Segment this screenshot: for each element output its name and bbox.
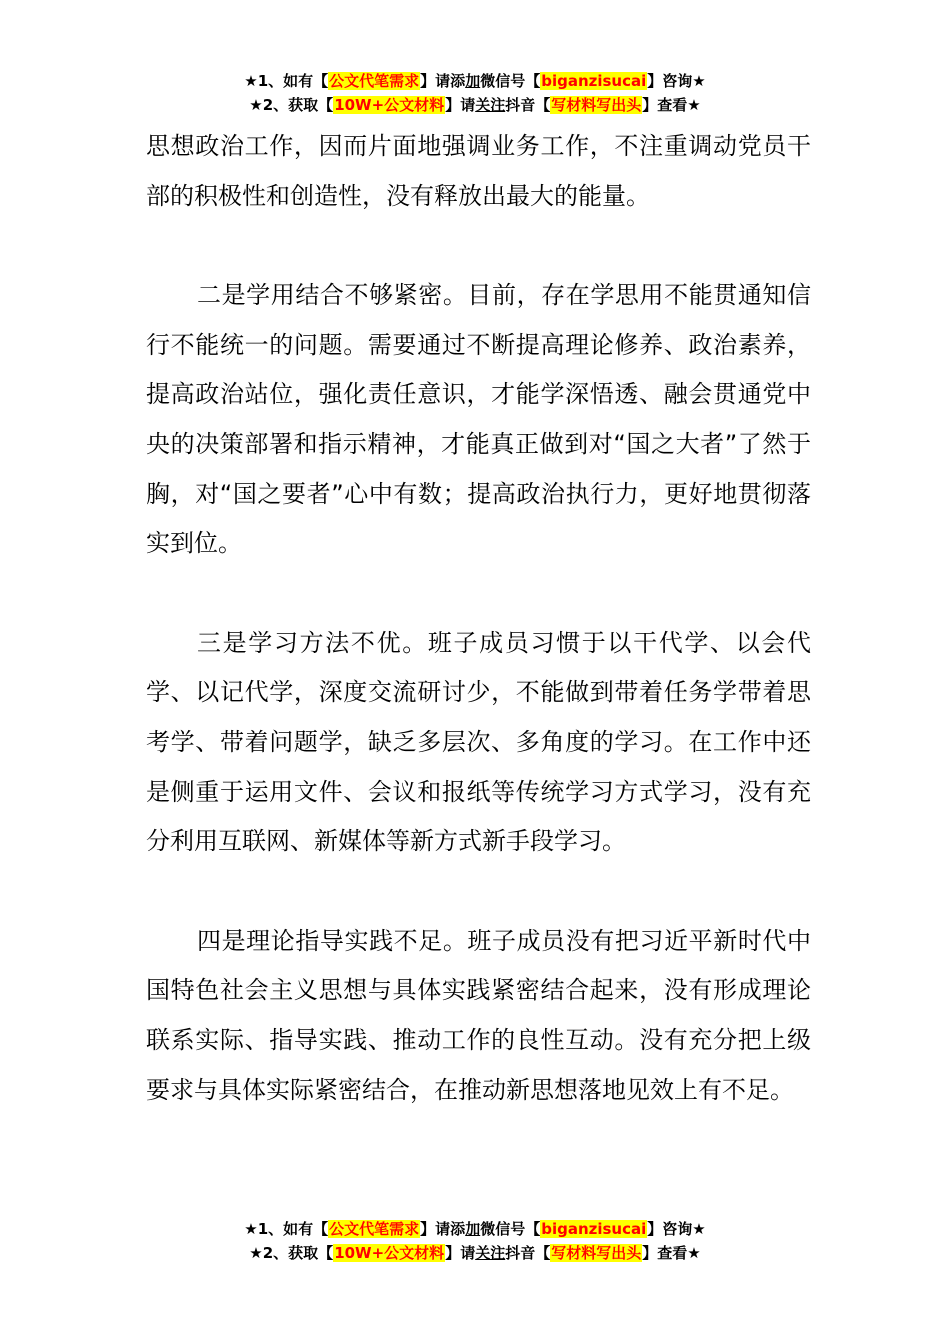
banner-text: 】咨询★ [647,72,706,90]
banner-text: ★1、如有【 [244,1220,329,1238]
banner-highlight: 写材料写出头 [551,1244,642,1262]
banner-text: 抖音【 [505,96,551,114]
paragraph-gap [146,867,811,917]
banner-text: ★2、获取【 [249,1244,334,1262]
paragraph-point-4: 四是理论指导实践不足。班子成员没有把习近平新时代中国特色社会主义思想与具体实践紧密结合起来，没有形成理论联系实际、指导实践、推动工作的良性互动。没有充分把上级要求与具体实际紧密结合，在推动新思想落地见效上有不足。 [146,926,811,1104]
document-body [146,122,811,1115]
paragraph-continuation: 思想政治工作，因而片面地强调业务工作，不注重调动党员干部的积极性和创造性，没有释放出最大的能量。 [146,132,811,210]
banner-text: 微信号【 [480,1220,541,1238]
banner-text: 】咨询★ [647,1220,706,1238]
banner-underlined-text: 关注 [475,96,506,114]
banner-highlight: biganzisucai [541,72,647,90]
banner-text: 】查看★ [642,1244,701,1262]
banner-underlined-text: 加 [465,72,481,90]
banner-text: 】请添 [420,72,466,90]
banner-text: 】请 [445,96,476,114]
banner-text: ★2、获取【 [249,96,334,114]
paragraph-point-2: 二是学用结合不够紧密。目前，存在学思用不能贯通知信行不能统一的问题。需要通过不断提高理论修养、政治素养，提高政治站位，强化责任意识，才能学深悟透、融会贯通党中央的决策部署和指示精神，才能真正做到对“国之大者”了然于胸，对“国之要者”心中有数；提高政治执行力，更好地贯彻落实到位。 [146,281,811,558]
banner-text: 】请添 [420,1220,466,1238]
banner-highlight: 公文代笔需求 [329,72,420,90]
banner-line-1 [0,1218,950,1242]
banner-highlight: 10W+公文材料 [334,96,445,114]
paragraph-gap [146,221,811,271]
banner-text: ★1、如有【 [244,72,329,90]
paragraph-gap [146,569,811,619]
banner-underlined-text: 加 [465,1220,481,1238]
banner-text: 抖音【 [505,1244,551,1262]
banner-text: 】查看★ [642,96,701,114]
banner-text: 】请 [445,1244,476,1262]
banner-line-2 [0,1242,950,1266]
paragraph-point-3: 三是学习方法不优。班子成员习惯于以干代学、以会代学、以记代学，深度交流研讨少，不能做到带着任务学带着思考学、带着问题学，缺乏多层次、多角度的学习。在工作中还是侧重于运用文件、会议和报纸等传统学习方式学习，没有充分利用互联网、新媒体等新方式新手段学习。 [146,628,811,856]
banner-highlight: 写材料写出头 [551,96,642,114]
banner-line-2 [0,94,950,118]
banner-highlight: biganzisucai [541,1220,647,1238]
banner-text: 微信号【 [480,72,541,90]
banner-highlight: 10W+公文材料 [334,1244,445,1262]
banner-highlight: 公文代笔需求 [329,1220,420,1238]
banner-line-1 [0,70,950,94]
header-banner [0,70,950,118]
banner-underlined-text: 关注 [475,1244,506,1262]
footer-banner [0,1218,950,1266]
